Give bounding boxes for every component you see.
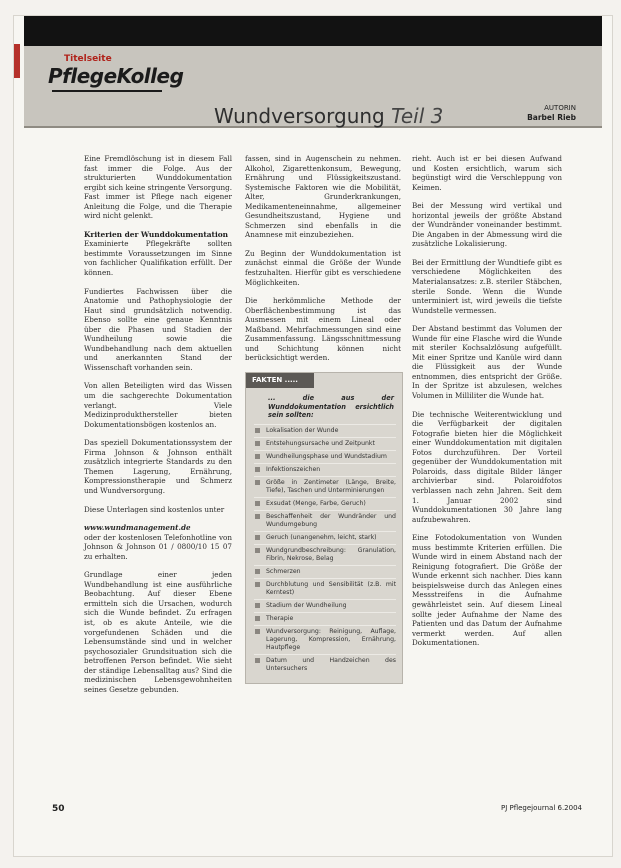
- page-number: 50: [52, 804, 65, 814]
- facts-intro: ... die aus der Wunddokumentation ersichtlich sein sollten:: [268, 394, 394, 420]
- facts-item: [254, 599, 396, 612]
- square-bullet-icon: [255, 629, 260, 634]
- paragraph: Eine Fremdlöschung ist in diesem Fall fast immer die Folge. Aus der strukturierten Wunddokumentation ergibt sich keine stringente Versorgung. Fast immer ist Pflege nach eigener Anleitung die Folge, und die Therapie wird nicht gelenkt.: [84, 154, 232, 221]
- paragraph: Bei der Messung wird vertikal und horizontal jeweils der größte Abstand der Wundränder voneinander bestimmt. Die Angaben in der Abmessung wird die zusätzliche Lokalisierung.: [412, 201, 562, 249]
- author-block: [527, 104, 576, 122]
- facts-item-text: Wundgrundbeschreibung: Granulation, Fibrin, Nekrose, Belag: [266, 546, 396, 562]
- facts-item-text: Lokalisation der Wunde: [266, 426, 339, 434]
- facts-item: [254, 565, 396, 578]
- square-bullet-icon: [255, 467, 260, 472]
- facts-item-text: Datum und Handzeichen des Untersuchers: [266, 656, 396, 672]
- square-bullet-icon: [255, 454, 260, 459]
- paragraph: oder der kostenlosen Telefonhotline von Johnson & Johnson 01 / 0800/10 15 07 zu erhalten.: [84, 532, 232, 561]
- paragraph: Grundlage einer jeden Wundbehandlung ist eine ausführliche Beobachtung. Auf dieser Ebene ermitteln sich die Ursachen, wodurch sich die Wunde befindet. Zu erfragen ist, ob es akute Anteile, wie die vorgefundenen Schäden und die Lebensumstände sind und in welcher psychosozialer Grundsituation sich die betroffenen Person befindet. Wie sieht der ständige Lebensalltag aus? Sind die medizinischen Lebensgewohnheiten seines Gesetze gebunden.: [84, 570, 232, 694]
- facts-item: [254, 497, 396, 510]
- facts-item: [254, 578, 396, 599]
- facts-item: [254, 476, 396, 497]
- paragraph: Zu Beginn der Wunddokumentation ist zunächst einmal die Größe der Wunde festzuhalten. Hierfür gibt es verschiedene Möglichkeiten.: [245, 248, 401, 287]
- facts-item-text: Beschaffenheit der Wundränder und Wundumgebung: [266, 512, 396, 528]
- square-bullet-icon: [255, 535, 260, 540]
- facts-item: [254, 544, 396, 565]
- article-header: [24, 46, 602, 128]
- square-bullet-icon: [255, 441, 260, 446]
- facts-item: [254, 424, 396, 437]
- facts-item: [254, 437, 396, 450]
- section-kicker: Titelseite: [64, 54, 112, 64]
- column-2-text: [245, 154, 401, 363]
- author-label: AUTORIN: [544, 104, 576, 112]
- facts-label: FAKTEN .....: [246, 373, 314, 389]
- square-bullet-icon: [255, 428, 260, 433]
- square-bullet-icon: [255, 514, 260, 519]
- facts-box: [245, 372, 403, 684]
- facts-item-text: Schmerzen: [266, 567, 301, 575]
- author-name: Barbel Rieb: [527, 113, 576, 122]
- square-bullet-icon: [255, 603, 260, 608]
- column-3: [412, 154, 562, 657]
- facts-item: [254, 450, 396, 463]
- article-title: [214, 104, 443, 128]
- facts-item: [254, 531, 396, 544]
- magazine-page: [14, 16, 612, 856]
- paragraph: rieht. Auch ist er bei diesen Aufwand und Kosten ersichtlich, warum sich begünstigt wird die Verschleppung von Keimen.: [412, 154, 562, 192]
- facts-item: [254, 625, 396, 654]
- column-1: [84, 154, 232, 703]
- red-edge-tab: [14, 44, 20, 78]
- journal-info: PJ Pflegejournal 6.2004: [500, 804, 582, 812]
- facts-item-text: Exsudat (Menge, Farbe, Geruch): [266, 499, 366, 507]
- square-bullet-icon: [255, 658, 260, 663]
- facts-list: [246, 424, 402, 683]
- facts-item-text: Wundheilungsphase und Wundstadium: [266, 452, 387, 460]
- facts-item-text: Therapie: [266, 614, 294, 622]
- facts-item-text: Infektionszeichen: [266, 465, 321, 473]
- facts-item-text: Wundversorgung: Reinigung, Auflage, Lagerung, Kompression, Ernährung, Hautpflege: [266, 627, 396, 651]
- paragraph: Von allen Beteiligten wird das Wissen um die sachgerechte Dokumentation verlangt. Viele Medizinprodukthersteller bieten Dokumentationsbögen kostenlos an.: [84, 381, 232, 429]
- paragraph: Diese Unterlagen sind kostenlos unter: [84, 504, 225, 514]
- facts-item: [254, 463, 396, 476]
- facts-item: [254, 510, 396, 531]
- facts-item-text: Durchblutung und Sensibilität (z.B. mit Kerntest): [266, 580, 396, 596]
- paragraph: Fundiertes Fachwissen über die Anatomie und Pathophysiologie der Haut sind grundsätzlich notwendig. Ebenso sollte eine genaue Kenntnis über die Phasen und Stadien der Wundheilung sowie die Wundbehandlung nach dem aktuellen und anerkannten Stand der Wissenschaft vorhanden sein.: [84, 286, 232, 372]
- top-black-band: [24, 16, 602, 46]
- facts-item-text: Entstehungsursache und Zeitpunkt: [266, 439, 375, 447]
- square-bullet-icon: [255, 480, 260, 485]
- title-part: Teil 3: [391, 104, 444, 128]
- paragraph: Die technische Weiterentwicklung und die Verfügbarkeit der digitalen Fotografie bieten hier die Möglichkeit einer Wunddokumentation mit digitalen Fotos durchzuführen. Der Vorteil gegenüber der Wunddokumentation mit Polaroids, dass digitale Bilder länger archivierbar sind. Polaroidfotos verblassen nach zehn Jahren. Seit dem 1. Januar 2002 sind Wunddokumentationen 30 Jahre lang aufzubewahren.: [412, 409, 562, 524]
- title-main: Wundversorgung: [214, 104, 385, 128]
- column-2: [245, 154, 401, 684]
- square-bullet-icon: [255, 616, 260, 621]
- facts-item: [254, 612, 396, 625]
- facts-item: [254, 654, 396, 675]
- square-bullet-icon: [255, 548, 260, 553]
- square-bullet-icon: [255, 582, 260, 587]
- paragraph: Bei der Ermittlung der Wundtiefe gibt es verschiedene Möglichkeiten des Materialansatzes: z.B. steriler Stäbchen, sterile Sonde. Wenn die Wunde unterminiert ist, wird jeweils die tiefste Wundstelle vermessen.: [412, 257, 562, 315]
- paragraph: Das speziell Dokumentationssystem der Firma Johnson & Johnson enthält zusätzlich integrierte Standards zu den Themen Lagerung, Ernährung, Kompressionstherapie und Schmerz und Wundversorgung.: [84, 438, 232, 495]
- section-heading: Kriterien der Wunddokumentation: [84, 229, 229, 239]
- paragraph: Der Abstand bestimmt das Volumen der Wunde für eine Flasche wird die Wunde mit steriler Kochsalzlösung aufgefüllt. Mit einer Spritze und Kanüle wird dann die Flüssigkeit aus der Wunde entnommen, dies entspricht der Größe. In der Spritze ist abzulesen, welches Volumen in Milliliter die Wunde hat.: [412, 324, 562, 401]
- facts-item-text: Größe in Zentimeter (Länge, Breite, Tiefe), Taschen und Unterminierungen: [266, 478, 396, 494]
- paragraph: fassen, sind in Augenschein zu nehmen. Alkohol, Zigarettenkonsum, Bewegung, Ernährung und Flüssigkeitszustand. Systemische Faktoren wie die Mobilität, Alter, Grunderkrankungen, Medikamenteneinnahme, allgemeiner Gesundheitszustand, Hygiene und Schmerzen sind ebenfalls in die Anamnese mit einzubeziehen.: [245, 154, 401, 240]
- facts-item-text: Stadium der Wundheilung: [266, 601, 347, 609]
- logo-underline: [52, 90, 162, 92]
- paragraph: Examinierte Pflegekräfte sollten bestimmte Voraussetzungen im Sinne von fachlicher Qualifikation erfüllt. Der können.: [84, 239, 232, 278]
- pflegekolleg-logo: PflegeKolleg: [48, 64, 184, 88]
- square-bullet-icon: [255, 569, 260, 574]
- paragraph: Die herkömmliche Methode der Oberflächenbestimmung ist das Ausmessen mit einem Lineal oder Maßband. Mehrfachmessungen sind eine Zusammenfassung. Längsschnittmessung und Schichtung können nicht berücksichtigt werden.: [245, 296, 401, 363]
- website-link[interactable]: www.wundmanagement.de: [84, 523, 191, 533]
- square-bullet-icon: [255, 501, 260, 506]
- paragraph: Eine Fotodokumentation von Wunden muss bestimmte Kriterien erfüllen. Die Wunde wird in einem Abstand nach der Reinigung fotografiert. Die Größe der Wunde erkennt sich nachher. Dies kann beispielsweise durch das Anlegen eines Messstreifens in die Aufnahme gewährleistet sein. Auf diesem Lineal sollte jeder Aufnahme der Name des Patienten und das Datum der Aufnahme vermerkt werden. Auf allen Dokumentationen.: [412, 533, 562, 648]
- facts-item-text: Geruch (unangenehm, leicht, stark): [266, 533, 377, 541]
